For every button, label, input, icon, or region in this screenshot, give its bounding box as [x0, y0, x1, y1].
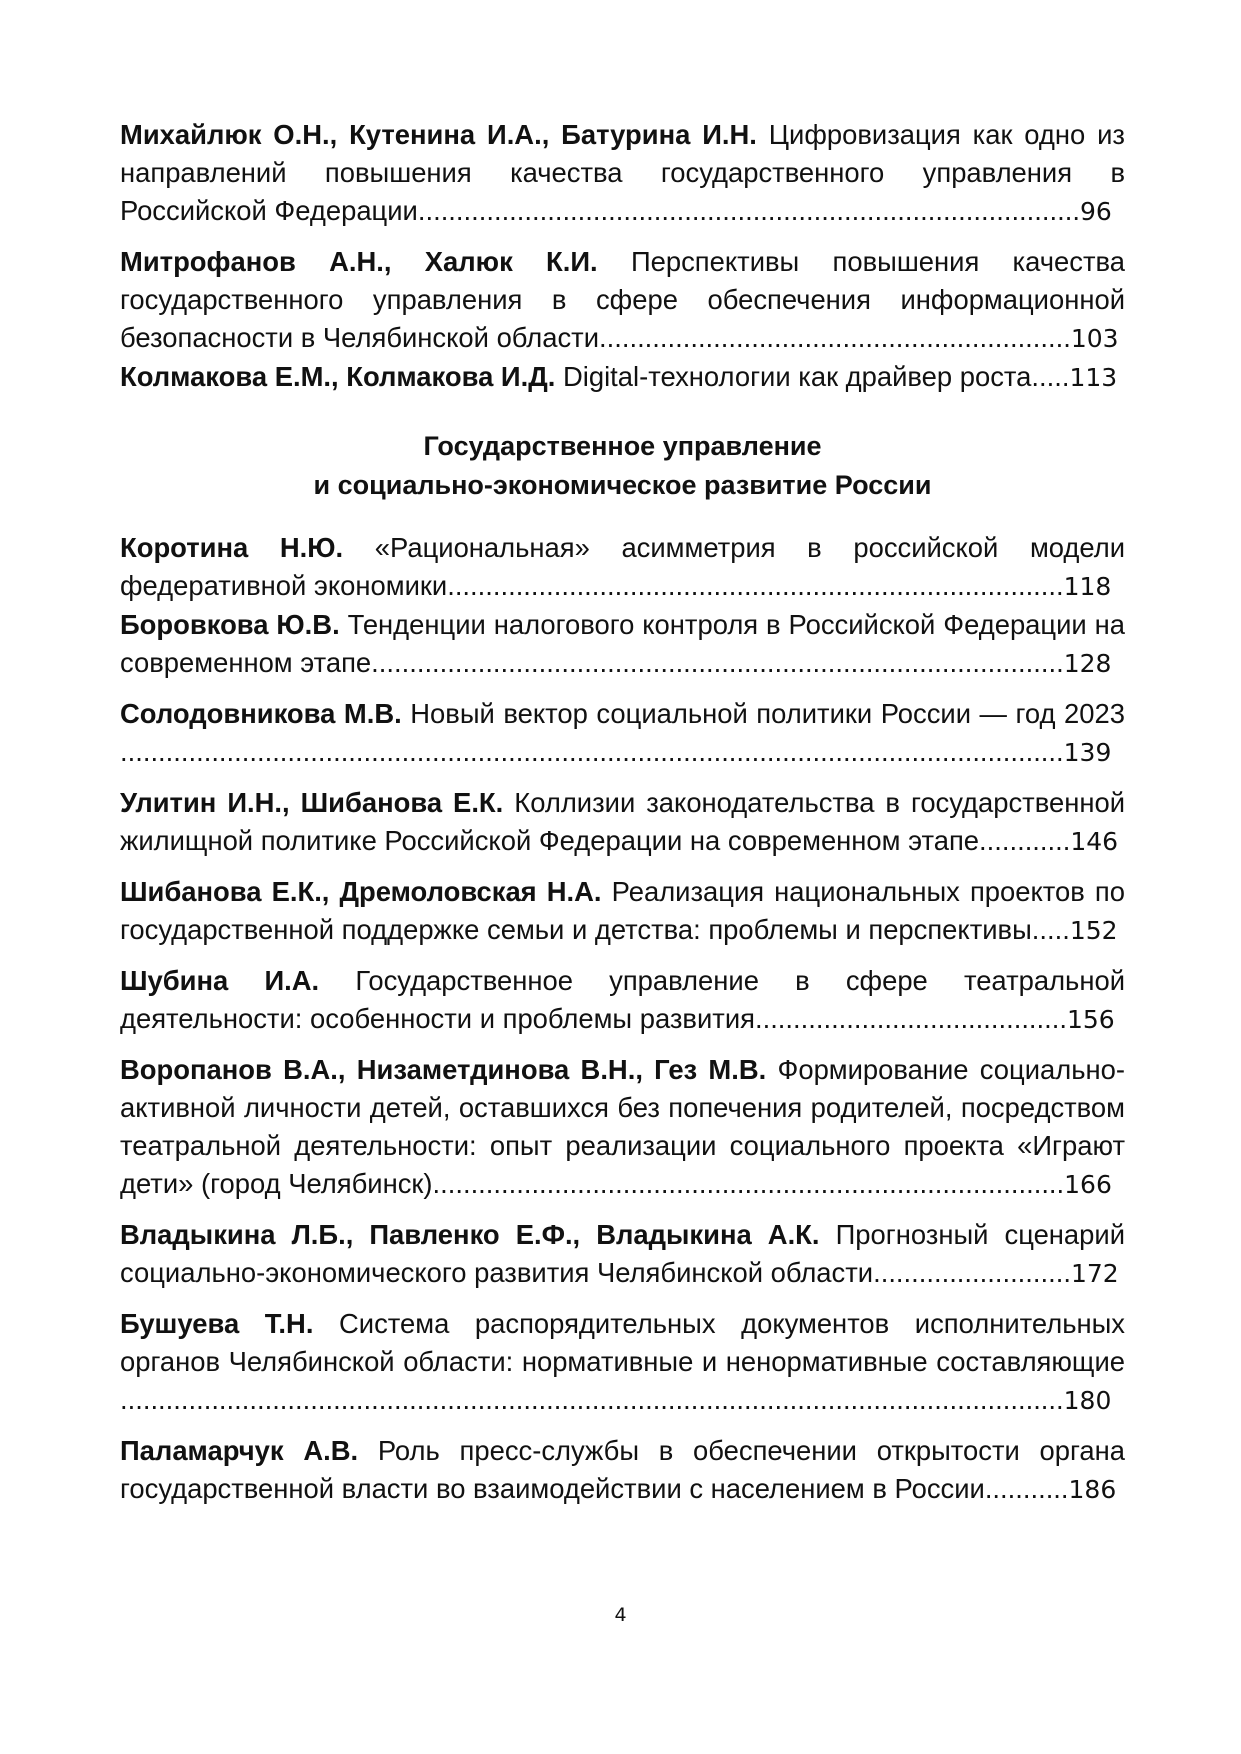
page-number-footer: 4 [614, 1604, 627, 1626]
toc-entry [120, 784, 1125, 861]
entry-page-number: 96 [1079, 197, 1112, 226]
toc-entry [120, 1432, 1125, 1509]
section-heading-line-2: и социально-экономическое развитие России [313, 470, 932, 500]
dot-leader: ............................................................................................................................ [120, 736, 1064, 767]
entry-authors: Шубина И.А. [120, 965, 320, 996]
table-of-contents [120, 116, 1125, 1509]
toc-entry [120, 606, 1125, 683]
entry-title: Система распорядительных документов исполнительных органов Челябинской области: нормативные и ненормативные составляющие [120, 1308, 1125, 1377]
entry-page-number: 180 [1063, 1386, 1112, 1415]
entry-page-number: 113 [1069, 363, 1118, 392]
entry-authors: Бушуева Т.Н. [120, 1308, 314, 1339]
dot-leader: ..... [1031, 361, 1070, 392]
entry-page-number: 186 [1068, 1475, 1117, 1504]
entry-page-number: 156 [1066, 1005, 1115, 1034]
entry-page-number: 128 [1063, 649, 1112, 678]
entry-authors: Шибанова Е.К., Дремоловская Н.А. [120, 876, 602, 907]
section-heading [120, 427, 1125, 505]
toc-entry [120, 873, 1125, 950]
entry-authors: Воропанов В.А., Низаметдинова В.Н., Гез М.В. [120, 1054, 767, 1085]
dot-leader: ....................................................................................... [417, 195, 1080, 226]
entry-title: Перспективы повышения качества государственного управления в сфере обеспечения информационной безопасности в Челябинской области [120, 246, 1125, 353]
toc-entry [120, 962, 1125, 1039]
entry-page-number: 172 [1070, 1259, 1119, 1288]
toc-entry [120, 1305, 1125, 1420]
dot-leader: .............................................................. [599, 322, 1071, 353]
entry-authors: Солодовникова М.В. [120, 698, 402, 729]
entry-authors: Владыкина Л.Б., Павленко Е.Ф., Владыкина А.К. [120, 1219, 820, 1250]
toc-entry [120, 243, 1125, 358]
section-heading-line-1: Государственное управление [423, 431, 822, 461]
entry-title: Новый вектор социальной политики России — год 2023 [410, 698, 1125, 729]
entry-title: Digital-технологии как драйвер роста [562, 361, 1032, 392]
entry-title: Формирование социально-активной личности детей, оставшихся без попечения родителей, посредством театральной деятельности: опыт реализации социального проекта «Играют дети» (город Челябинск) [120, 1054, 1125, 1199]
dot-leader: ......................................... [754, 1003, 1067, 1034]
entry-page-number: 152 [1069, 916, 1118, 945]
dot-leader: ............ [979, 825, 1071, 856]
entry-authors: Паламарчук А.В. [120, 1435, 359, 1466]
entry-title: Тенденции налогового контроля в Российской Федерации на современном этапе [120, 609, 1125, 678]
dot-leader: ................................................................................. [447, 570, 1064, 601]
dot-leader: ........................................................................................... [371, 647, 1064, 678]
dot-leader: ........... [984, 1473, 1069, 1504]
entry-title: Реализация национальных проектов по государственной поддержке семьи и детства: проблемы и перспективы [120, 876, 1125, 945]
dot-leader: ..... [1031, 914, 1070, 945]
entry-title: «Рациональная» асимметрия в российской модели федеративной экономики [120, 532, 1125, 601]
entry-authors: Коротина Н.Ю. [120, 532, 344, 563]
entry-title: Коллизии законодательства в государственной жилищной политике Российской Федерации на современном этапе [120, 787, 1125, 856]
entry-authors: Михайлюк О.Н., Кутенина И.А., Батурина И.Н. [120, 119, 757, 150]
toc-entry [120, 1216, 1125, 1293]
entry-authors: Боровкова Ю.В. [120, 609, 340, 640]
toc-entry [120, 695, 1125, 772]
dot-leader: .......................... [873, 1257, 1071, 1288]
entry-title: Роль пресс-службы в обеспечении открытости органа государственной власти во взаимодействии с населением в России [120, 1435, 1125, 1504]
entry-page-number: 118 [1063, 572, 1112, 601]
entry-page-number: 146 [1070, 827, 1119, 856]
entry-page-number: 166 [1064, 1170, 1112, 1199]
entry-title: Цифровизация как одно из направлений повышения качества государственного управления в Российской Федерации [120, 119, 1125, 226]
entry-authors: Митрофанов А.Н., Халюк К.И. [120, 246, 598, 277]
dot-leader: ............................................................................................................................ [120, 1384, 1064, 1415]
entry-title: Государственное управление в сфере театральной деятельности: особенности и проблемы развития [120, 965, 1125, 1034]
entry-authors: Улитин И.Н., Шибанова Е.К. [120, 787, 504, 818]
toc-entry [120, 1051, 1125, 1204]
entry-authors: Колмакова Е.М., Колмакова И.Д. [120, 361, 556, 392]
dot-leader: ................................................................................... [432, 1168, 1065, 1199]
entry-page-number: 139 [1063, 738, 1112, 767]
toc-entry [120, 116, 1125, 231]
entry-page-number: 103 [1070, 324, 1119, 353]
toc-entry [120, 358, 1125, 397]
entry-title: Прогнозный сценарий социально-экономического развития Челябинской области [120, 1219, 1125, 1288]
toc-entry [120, 529, 1125, 606]
